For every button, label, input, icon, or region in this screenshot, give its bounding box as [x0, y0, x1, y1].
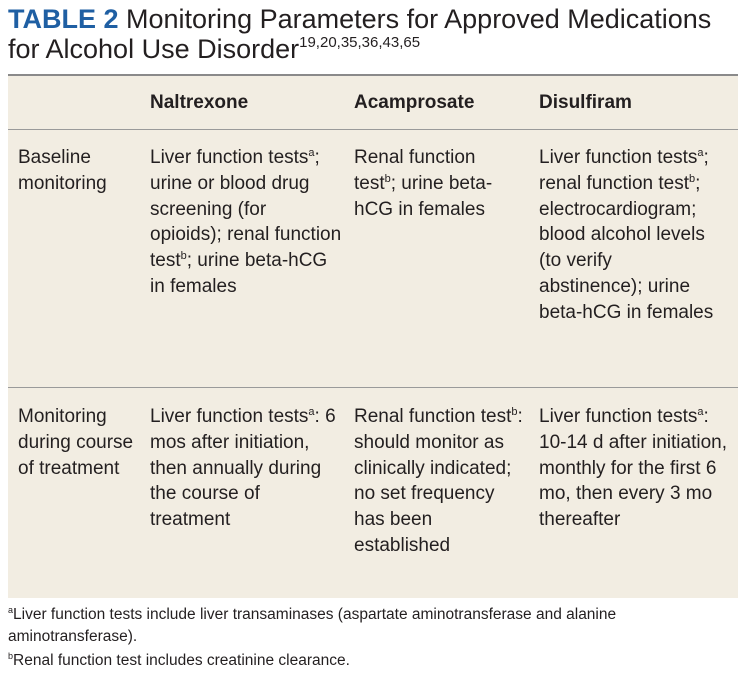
- footnote-marker: b: [511, 406, 518, 418]
- footnote-b: [8, 650, 743, 672]
- table-top-rule: [8, 74, 738, 76]
- footnote-a: [8, 604, 743, 648]
- cell-treatment-disulfiram: [539, 404, 731, 533]
- cell-treatment-acamprosate: [354, 404, 526, 559]
- table-title-text: Monitoring Parameters for Approved Medications for Alcohol Use Disorder: [8, 4, 712, 64]
- table-title-references: 19,20,35,36,43,65: [299, 34, 421, 51]
- footnote-marker: a: [697, 147, 704, 159]
- footnote-a-mark: a: [8, 605, 14, 615]
- cell-text: ; urine or blood drug screening (for opioids); renal function test: [150, 147, 342, 272]
- footnote-marker: b: [384, 172, 391, 185]
- header-divider: [8, 129, 738, 130]
- footnote-marker: a: [308, 406, 315, 418]
- footnote-marker: b: [688, 172, 696, 185]
- table-title: [8, 4, 744, 64]
- column-header-acamprosate: Acamprosate: [354, 92, 475, 113]
- cell-text: Liver function tests: [539, 406, 698, 427]
- cell-baseline-naltrexone: [150, 145, 342, 300]
- column-header-disulfiram: Disulfiram: [539, 92, 632, 113]
- footnote-marker: b: [180, 250, 187, 263]
- cell-text: : 10-14 d after initiation, monthly for the first 6 mo, then every 3 mo thereafter: [539, 406, 728, 531]
- cell-text: Liver function tests: [150, 147, 309, 168]
- footnote-a-text: Liver function tests include liver transaminases (aspartate aminotransferase and alanine aminotransferase).: [8, 606, 617, 645]
- cell-text: ; urine beta-hCG in females: [354, 172, 493, 220]
- table-number: TABLE 2: [8, 4, 119, 34]
- row-label-baseline-monitoring: Baseline monitoring: [18, 147, 107, 194]
- cell-baseline-acamprosate: [354, 145, 519, 222]
- cell-text: : should monitor as clinically indicated; no set frequency has been established: [354, 406, 523, 556]
- cell-text: ; electrocardiogram; blood alcohol levels (to verify abstinence); urine beta-hCG in females: [539, 172, 714, 323]
- cell-text: Liver function tests: [539, 147, 698, 168]
- cell-text: ; renal function test: [539, 147, 709, 194]
- cell-treatment-naltrexone: [150, 404, 342, 533]
- cell-text: ; urine beta-hCG in females: [150, 250, 328, 297]
- monitoring-table: [8, 74, 738, 598]
- cell-text: : 6 mos after initiation, then annually during the course of treatment: [150, 406, 336, 531]
- footnote-marker: a: [308, 147, 315, 159]
- footnote-b-mark: b: [8, 651, 14, 661]
- column-header-naltrexone: Naltrexone: [150, 92, 249, 113]
- cell-text: Renal function test: [354, 147, 476, 194]
- cell-text: Renal function test: [354, 406, 512, 427]
- cell-baseline-disulfiram: [539, 145, 719, 326]
- row-label-monitoring-during-treatment: Monitoring during course of treatment: [18, 406, 134, 479]
- cell-text: Liver function tests: [150, 406, 309, 427]
- footnote-marker: a: [697, 406, 704, 418]
- row-divider: [8, 387, 738, 388]
- footnote-b-text: Renal function test includes creatinine clearance.: [13, 652, 350, 669]
